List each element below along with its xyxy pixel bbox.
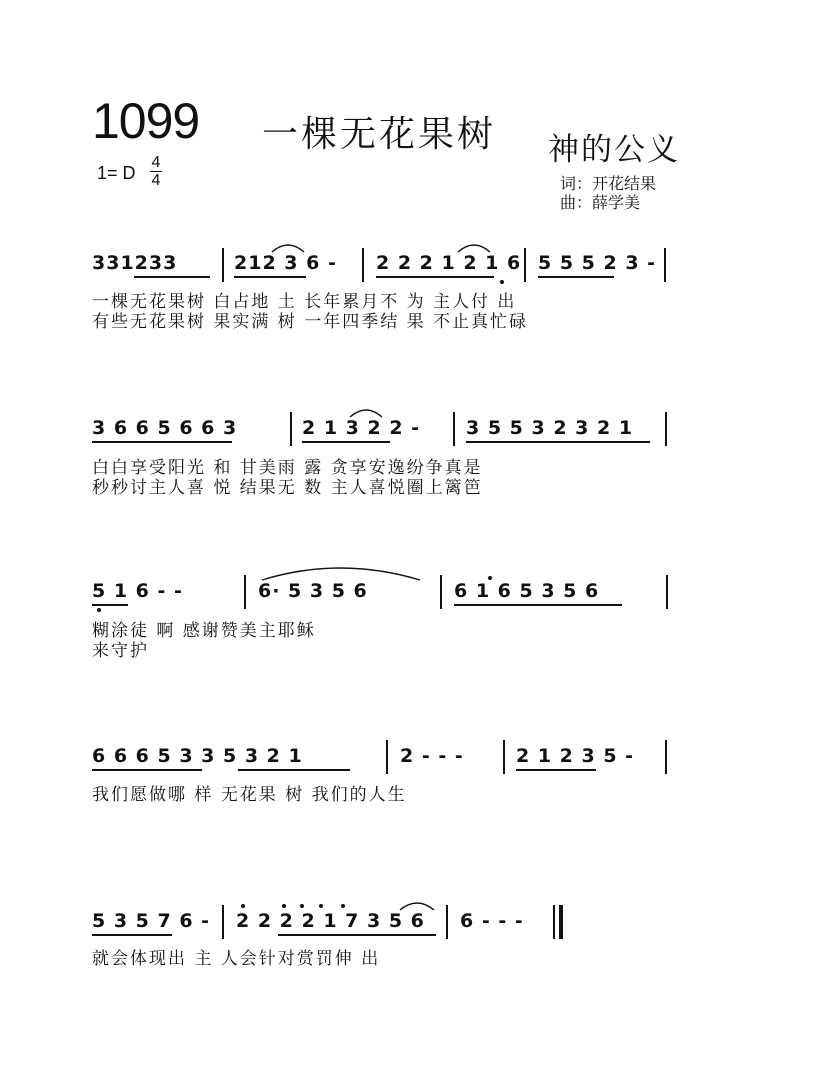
measure: 3 5 5 3 2 3 2 1 (466, 417, 634, 439)
bar-line (665, 412, 667, 446)
measure: 2 - - - (400, 745, 464, 767)
beam-underline (516, 769, 596, 771)
measure: 2 2 2 1 2 1 6 (376, 252, 522, 274)
slur-arc (262, 568, 420, 580)
beam-underline (238, 769, 350, 771)
bar-line (666, 575, 668, 609)
high-octave-dot (300, 904, 304, 908)
measure: 5 1 6 - - (92, 580, 183, 602)
bar-line (446, 905, 448, 939)
bar-line (553, 905, 555, 939)
bar-line (440, 575, 442, 609)
beam-underline (92, 769, 202, 771)
lyric-line-1: 我们愿做哪 样 无花果 树 我们的人生 (92, 785, 407, 805)
lyric-line-2: 来守护 (92, 641, 149, 661)
measure: 331233 (92, 252, 178, 274)
time-signature (148, 154, 164, 189)
measure: 2 2 2 2 1 7 3 5 6 (236, 910, 425, 932)
measure: 5 5 5 2 3 - (538, 252, 657, 274)
measure: 2 1 3 2 2 - (302, 417, 421, 439)
bar-line (244, 575, 246, 609)
bar-line (665, 740, 667, 774)
measure: 3 6 6 5 6 6 3 (92, 417, 238, 439)
high-octave-dot (341, 904, 345, 908)
slur-arc (350, 410, 382, 417)
beam-underline (92, 604, 128, 606)
lyric-line-2: 有些无花果树 果实满 树 一年四季结 果 不止真忙碌 (92, 312, 529, 332)
bar-line (664, 248, 666, 282)
slur-arc (458, 245, 490, 252)
measure: 6 1 6 5 3 5 6 (454, 580, 600, 602)
high-octave-dot (488, 576, 492, 580)
beam-underline (92, 934, 172, 936)
bar-line (222, 905, 224, 939)
time-signature-bottom: 4 (151, 172, 161, 189)
high-octave-dot (319, 904, 323, 908)
beam-underline (376, 276, 494, 278)
key-signature: 1= D (97, 163, 136, 183)
beam-underline (302, 441, 390, 443)
bar-line (290, 412, 292, 446)
low-octave-dot (97, 608, 101, 612)
beam-underline (454, 604, 622, 606)
slur-arc (272, 245, 304, 252)
beam-underline (92, 441, 232, 443)
high-octave-dot (282, 904, 286, 908)
slur-arc (400, 903, 434, 910)
lyric-line-1: 糊涂徒 啊 感谢赞美主耶稣 (92, 621, 316, 641)
measure: 212 3 6 - (234, 252, 337, 274)
bar-line (524, 248, 526, 282)
lyric-line-2: 秒秒讨主人喜 悦 结果无 数 主人喜悦圈上篱笆 (92, 478, 483, 498)
low-octave-dot (500, 280, 504, 284)
song-subtitle: 神的公义 (548, 132, 680, 168)
bar-line (453, 412, 455, 446)
measure: 2 1 2 3 5 - (516, 745, 635, 767)
beam-underline (466, 441, 650, 443)
bar-line (222, 248, 224, 282)
measure: 6· 5 3 5 6 (258, 580, 368, 602)
measure: 5 3 5 7 6 - (92, 910, 211, 932)
beam-underline (134, 276, 210, 278)
song-title: 一棵无花果树 (262, 114, 497, 155)
lyric-line-1: 一棵无花果树 白占地 土 长年累月不 为 主人付 出 (92, 292, 517, 312)
high-octave-dot (241, 904, 245, 908)
bar-line (386, 740, 388, 774)
measure: 6 6 6 5 3 3 5 3 2 1 (92, 745, 303, 767)
bar-line (362, 248, 364, 282)
final-bar-line (559, 905, 563, 939)
bar-line (503, 740, 505, 774)
hymn-number: 1099 (92, 93, 200, 149)
composer-credit: 曲：薛学美 (560, 193, 641, 212)
beam-underline (278, 934, 436, 936)
lyricist-credit: 词：开花结果 (560, 174, 657, 193)
time-signature-top: 4 (151, 154, 161, 171)
lyric-line-1: 就会体现出 主 人会针对赏罚伸 出 (92, 949, 381, 969)
lyric-line-1: 白白享受阳光 和 甘美雨 露 贪享安逸纷争真是 (92, 458, 483, 478)
measure: 6 - - - (460, 910, 524, 932)
beam-underline (234, 276, 306, 278)
beam-underline (538, 276, 614, 278)
